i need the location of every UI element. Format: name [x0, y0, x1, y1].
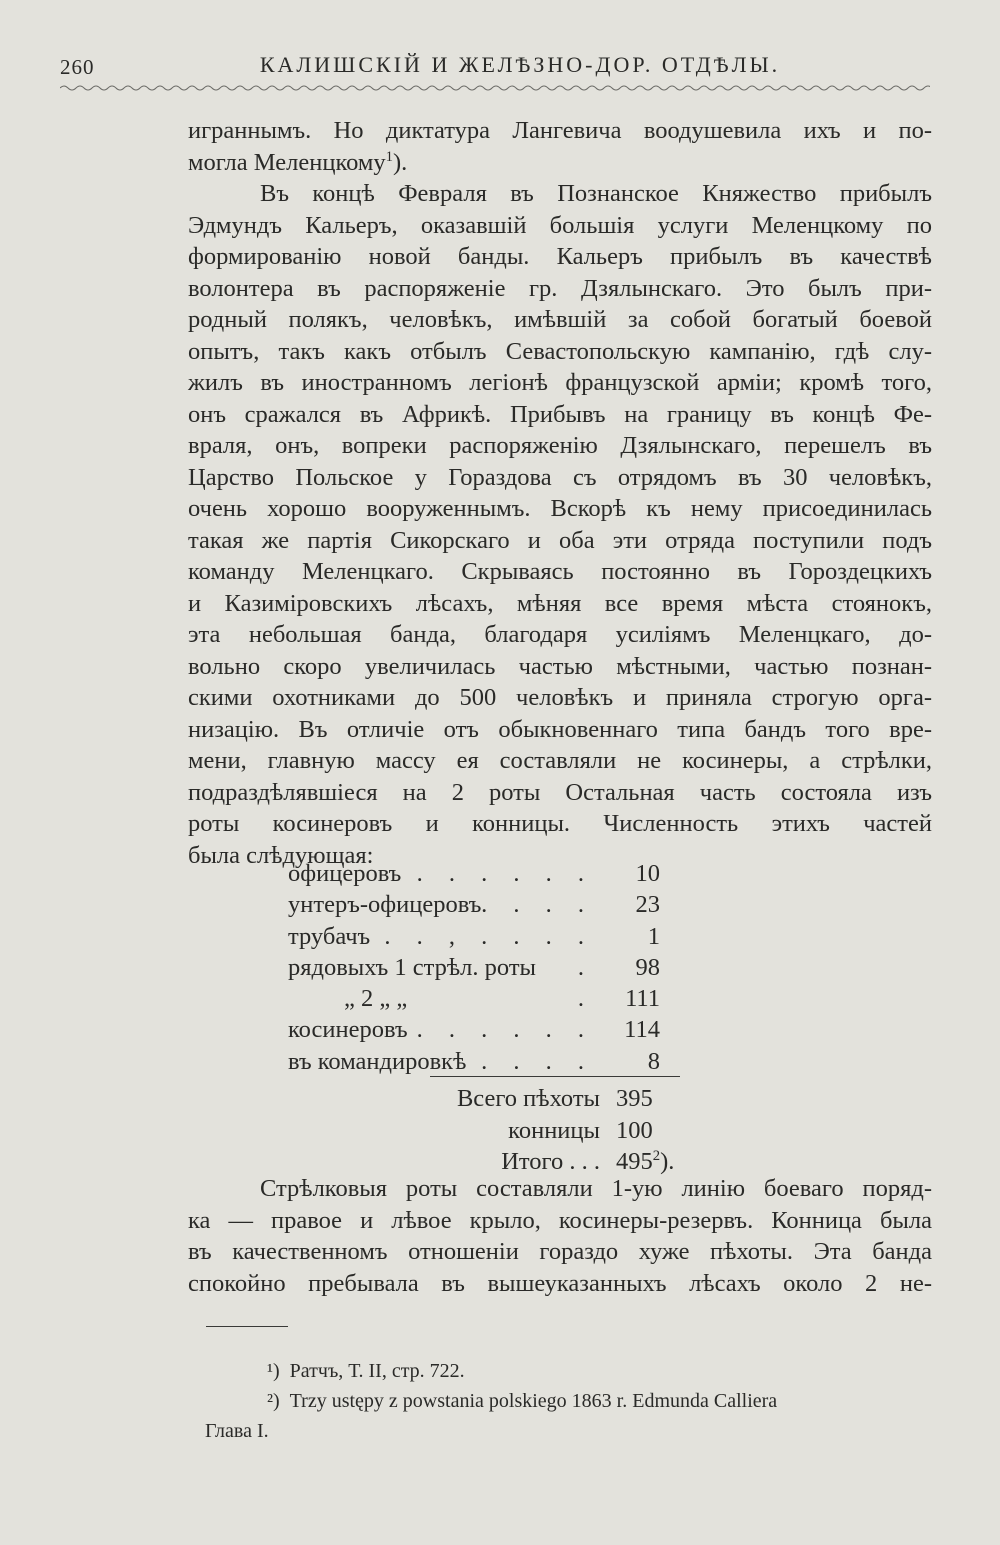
- table-row: [288, 952, 660, 983]
- text-line: опытъ, такъ какъ отбылъ Севастопольскую кампанію, гдѣ слу-: [188, 337, 932, 365]
- strength-table: [288, 858, 660, 1077]
- text-line: Царство Польское у Гораздова съ отрядомъ въ 30 человѣкъ,: [188, 463, 932, 491]
- table-row: [288, 1046, 660, 1077]
- table-row-label: трубачъ: [288, 922, 371, 950]
- total-number: 100: [616, 1116, 653, 1144]
- table-row-value: 1: [647, 922, 660, 950]
- footnote: [205, 1416, 935, 1446]
- text-line: эта небольшая банда, благодаря усиліямъ Меленцкаго, до-: [188, 621, 932, 648]
- table-row-value: 98: [635, 953, 660, 981]
- table-row: [288, 1014, 660, 1045]
- footnote-mark: ²): [267, 1390, 280, 1412]
- footnote-rule: [206, 1326, 288, 1327]
- table-row-leader: . . . . . .: [416, 1016, 594, 1044]
- table-row-leader: .: [577, 953, 594, 981]
- table-row-label: „ 2 „ „: [344, 985, 408, 1013]
- table-row-leader: . . . .: [481, 1047, 594, 1075]
- text-line: очень хорошо вооруженнымъ. Вскорѣ къ нему присоединилась: [188, 495, 932, 522]
- text-line: мени, главную массу ея составляли не косинеры, а стрѣлки,: [188, 747, 932, 774]
- total-value: [616, 1115, 653, 1147]
- footnote-mark: ¹): [267, 1360, 280, 1382]
- text-line: Эдмундъ Кальеръ, оказавшій большія услуги Меленцкому по: [188, 211, 932, 239]
- table-row: [288, 858, 660, 889]
- text-line: подраздѣлявшіеся на 2 роты Остальная часть состояла изъ: [188, 778, 932, 806]
- table-row-value: 111: [625, 985, 660, 1013]
- table-row: [288, 983, 660, 1014]
- text-line: была слѣдующая:: [188, 841, 374, 869]
- table-row-label: косинеровъ: [288, 1016, 408, 1044]
- total-value: [616, 1083, 653, 1115]
- text-line: ка — правое и лѣвое крыло, косинеры-резервъ. Конница была: [188, 1206, 932, 1234]
- text-line: формированію новой банды. Кальеръ прибылъ въ качествѣ: [188, 243, 932, 270]
- total-number: 495: [616, 1148, 653, 1175]
- table-row-value: 8: [647, 1047, 660, 1075]
- total-label: Итого . . .: [501, 1148, 600, 1175]
- table-row-label: офицеровъ: [288, 860, 402, 887]
- text-line: низацію. Въ отличіе отъ обыкновеннаго типа бандъ того вре-: [188, 715, 932, 743]
- text-line: родный полякъ, человѣкъ, имѣвшій за собой богатый боевой: [188, 306, 932, 333]
- text-line: такая же партія Сикорскаго и оба эти отряда поступили подъ: [188, 526, 932, 554]
- footnotes: [205, 1356, 935, 1446]
- page-number: 260: [60, 55, 95, 79]
- footnote-text: Глава I.: [205, 1420, 269, 1442]
- table-row: [288, 921, 660, 952]
- table-sum-rule: [430, 1076, 680, 1077]
- text-line: вольно скоро увеличилась частью мѣстными, частью познан-: [188, 652, 932, 680]
- paragraph-after-table: [188, 1173, 932, 1299]
- footnote-text: Trzy ustępy z powstania polskiego 1863 r. Edmunda Calliera: [289, 1390, 778, 1412]
- text-line: играннымъ. Но диктатура Лангевича воодушевила ихъ и по-: [188, 117, 932, 144]
- text-fragment: могла Меленцкому: [188, 148, 386, 176]
- table-row: [288, 889, 660, 920]
- punctuation: ).: [660, 1148, 675, 1175]
- text-line: враля, онъ, вопреки распоряженію Дзялынскаго, перешелъ въ: [188, 432, 932, 459]
- text-line: волонтера въ распоряженіе гр. Дзялынскаго. Это былъ при-: [188, 274, 932, 302]
- text-line: [188, 147, 932, 179]
- total-row: [430, 1115, 690, 1147]
- footnote: [205, 1386, 935, 1416]
- text-line: и Казиміровскихъ лѣсахъ, мѣняя все время мѣста стоянокъ,: [188, 589, 932, 617]
- table-row-value: 23: [635, 891, 660, 919]
- total-label: конницы: [508, 1116, 600, 1144]
- text-line: роты косинеровъ и конницы. Численность этихъ частей: [188, 810, 932, 837]
- footnote-ref: 1: [385, 148, 393, 165]
- text-line: команду Меленцкаго. Скрываясь постоянно въ Гороздецкихъ: [188, 558, 932, 585]
- table-row-label: унтеръ-офицеровъ: [288, 891, 482, 919]
- total-number: 395: [616, 1085, 653, 1112]
- text-line: Стрѣлковыя роты составляли 1-ую линію боеваго поряд-: [260, 1175, 932, 1202]
- running-head: КАЛИШСКІЙ И ЖЕЛѢЗНО-ДОР. ОТДѢЛЫ.: [259, 52, 781, 77]
- text-line: спокойно пребывала въ вышеуказанныхъ лѣсахъ около 2 не-: [188, 1269, 932, 1297]
- total-row: [430, 1083, 690, 1115]
- table-row-value: 114: [624, 1016, 660, 1044]
- table-row-value: 10: [635, 860, 660, 887]
- text-line: въ качественномъ отношеніи гораздо хуже пѣхоты. Эта банда: [188, 1238, 932, 1265]
- text-line: Въ концѣ Февраля въ Познанское Княжество прибылъ: [260, 180, 932, 207]
- footnote-text: Ратчъ, Т. II, стр. 722.: [289, 1360, 465, 1382]
- strength-totals: [430, 1083, 690, 1178]
- text-line: скими охотниками до 500 человѣкъ и приняла строгую орга-: [188, 684, 932, 711]
- paragraph-main: [188, 178, 932, 871]
- table-row-label: въ командировкѣ: [288, 1047, 467, 1075]
- text-line: жилъ въ иностранномъ легіонѣ французской арміи; кромѣ того,: [188, 369, 932, 396]
- text-line: онъ сражался въ Африкѣ. Прибывъ на границу въ концѣ Фе-: [188, 400, 932, 428]
- footnote: [205, 1356, 935, 1386]
- wavy-header-rule: [60, 82, 930, 94]
- total-label: Всего пѣхоты: [456, 1085, 600, 1112]
- table-row-leader: . . , . . . .: [384, 922, 594, 950]
- table-row-leader: .: [577, 985, 594, 1013]
- table-row-leader: . . . . . .: [416, 860, 594, 887]
- text-fragment: ).: [392, 148, 408, 176]
- footnote-ref: 2: [652, 1148, 661, 1165]
- table-row-label: рядовыхъ 1 стрѣл. роты: [288, 953, 537, 981]
- table-row-leader: . . . .: [481, 891, 594, 919]
- paragraph-continuation: [188, 115, 932, 178]
